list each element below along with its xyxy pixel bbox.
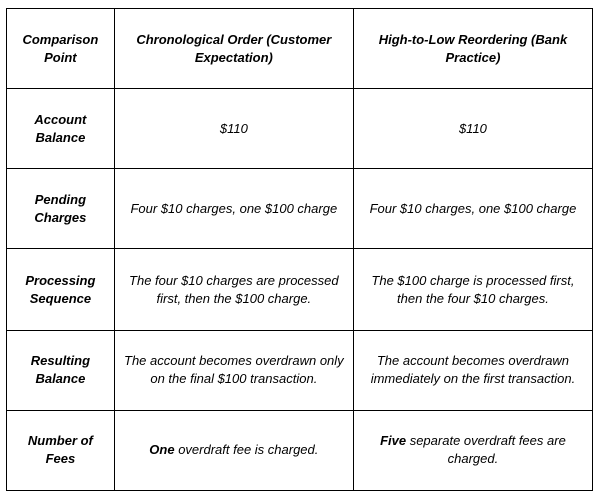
row-label-resulting-balance: Resulting Balance — [7, 330, 115, 410]
table-row — [7, 169, 593, 249]
table-row — [7, 89, 593, 169]
fee-text-high-to-low: separate overdraft fees are charged. — [406, 433, 566, 467]
cell-high-to-low-number-of-fees — [353, 410, 592, 490]
cell-chronological-pending-charges: Four $10 charges, one $100 charge — [114, 169, 353, 249]
table-row — [7, 410, 593, 490]
row-label-processing-sequence: Processing Sequence — [7, 249, 115, 330]
fee-count-five: Five — [380, 433, 407, 449]
table-header-row — [7, 9, 593, 89]
fee-count-one: One — [149, 442, 175, 458]
table-row — [7, 330, 593, 410]
row-label-pending-charges: Pending Charges — [7, 169, 115, 249]
cell-high-to-low-processing-sequence: The $100 charge is processed first, then the four $10 charges. — [353, 249, 592, 330]
header-chronological-order: Chronological Order (Customer Expectation) — [114, 9, 353, 89]
table-row — [7, 249, 593, 330]
cell-high-to-low-account-balance: $110 — [353, 89, 592, 169]
fee-text-chronological: overdraft fee is charged. — [174, 442, 319, 458]
cell-chronological-account-balance: $110 — [114, 89, 353, 169]
header-comparison-point: Comparison Point — [7, 9, 115, 89]
row-label-number-of-fees: Number of Fees — [7, 410, 115, 490]
cell-chronological-processing-sequence: The four $10 charges are processed first, then the $100 charge. — [114, 249, 353, 330]
cell-high-to-low-pending-charges: Four $10 charges, one $100 charge — [353, 169, 592, 249]
comparison-table — [6, 8, 593, 491]
row-label-account-balance: Account Balance — [7, 89, 115, 169]
header-high-to-low-reordering: High-to-Low Reordering (Bank Practice) — [353, 9, 592, 89]
cell-chronological-resulting-balance: The account becomes overdrawn only on the final $100 transaction. — [114, 330, 353, 410]
cell-chronological-number-of-fees — [114, 410, 353, 490]
cell-high-to-low-resulting-balance: The account becomes overdrawn immediately on the first transaction. — [353, 330, 592, 410]
